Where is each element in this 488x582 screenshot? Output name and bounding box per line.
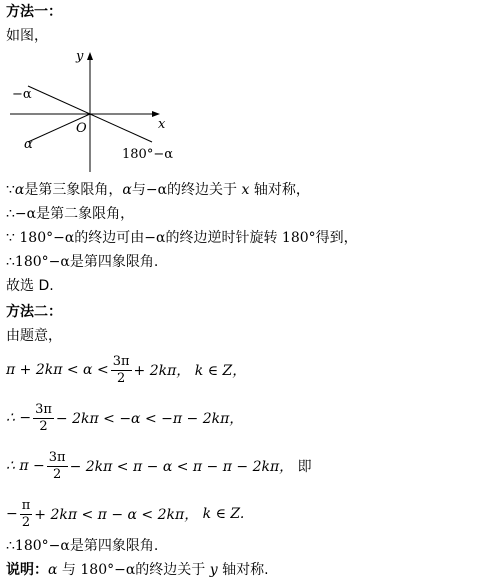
text: 是第二象限角， <box>36 206 135 222</box>
denominator: 2 <box>39 418 48 434</box>
text: 与 <box>61 562 76 578</box>
eq-text: − 2kπ < π − α < π − π − 2kπ， <box>69 459 294 475</box>
denominator: 2 <box>53 466 62 482</box>
eq-text: k ∈ Z. <box>202 506 245 522</box>
fraction <box>47 450 68 483</box>
method2-intro: 由题意， <box>6 328 62 344</box>
supp-angle: 180°−α <box>80 562 136 578</box>
neg-alpha-symbol: −α <box>145 182 168 198</box>
reason-line-2 <box>6 204 134 224</box>
text: 的终边关于 <box>167 182 238 198</box>
numerator: 3π <box>35 401 52 417</box>
equation-4 <box>6 492 244 536</box>
neg-alpha-symbol: −α <box>144 230 166 246</box>
reason-line-3 <box>6 228 358 248</box>
eq-text: ∴ − <box>6 410 32 426</box>
text: 是第三象限角， <box>24 182 123 198</box>
alpha-symbol: α <box>14 182 25 198</box>
degree-value: 180° <box>281 230 316 246</box>
supp-angle: 180°−α <box>14 538 70 554</box>
method2-title: 方法二： <box>6 304 62 320</box>
angle-figure <box>6 48 206 178</box>
eq-text: ∴ π − <box>6 458 45 474</box>
origin-label: O <box>76 121 87 136</box>
reason-line-4 <box>6 252 158 272</box>
eq-text: − 2kπ < −α < −π − 2kπ， <box>55 411 244 427</box>
therefore-symbol: ∴ <box>6 538 15 554</box>
fraction <box>33 402 54 435</box>
method1-title: 方法一： <box>6 4 62 20</box>
denominator: 2 <box>116 370 126 386</box>
eq-text: π + 2kπ < α < <box>6 362 109 378</box>
equation-1 <box>6 348 246 392</box>
supp-angle-label: 180°−α <box>122 147 173 162</box>
text: 的终边可由 <box>74 230 145 246</box>
neg-alpha-symbol: −α <box>14 206 37 222</box>
fraction <box>111 354 132 387</box>
eq-text: − <box>6 506 18 522</box>
numerator: 3π <box>48 449 66 465</box>
y-symbol: y <box>209 562 218 578</box>
therefore-symbol: ∴ <box>6 254 15 270</box>
eq-text: k ∈ Z， <box>194 363 247 379</box>
alpha-symbol: α <box>122 182 132 198</box>
equation-3 <box>6 444 312 488</box>
equation-2 <box>6 396 243 440</box>
text: 与 <box>131 182 146 198</box>
conclusion-line <box>6 536 158 556</box>
text: 是第四象限角. <box>69 254 159 270</box>
therefore-symbol: ∴ <box>6 206 15 222</box>
method1-intro: 如图， <box>6 28 48 44</box>
x-label: x <box>158 117 166 132</box>
alpha-symbol: α <box>48 562 58 578</box>
eq-text: 即 <box>297 459 312 475</box>
x-symbol: x <box>241 182 250 198</box>
answer-choice: 故选 D. <box>6 278 54 294</box>
text: 是第四象限角. <box>69 538 159 554</box>
eq-text: + 2kπ < π − α < 2kπ， <box>34 507 199 523</box>
neg-alpha-label: −α <box>12 87 32 102</box>
text: 轴对称. <box>222 562 269 578</box>
because-symbol: ∵ <box>6 230 15 246</box>
alpha-label: α <box>24 137 33 152</box>
y-label: y <box>76 49 84 64</box>
note-line <box>6 560 269 580</box>
denominator: 2 <box>21 514 31 530</box>
numerator: 3π <box>112 353 130 369</box>
text: 得到， <box>315 230 358 246</box>
y-axis-arrow-icon <box>87 52 93 60</box>
eq-text: + 2kπ， <box>133 363 191 379</box>
text: 的终边关于 <box>135 562 206 578</box>
note-label: 说明： <box>6 562 48 578</box>
reason-line-1 <box>6 180 310 200</box>
because-symbol: ∵ <box>6 182 15 198</box>
supp-angle: 180°−α <box>14 254 70 270</box>
text: 轴对称， <box>253 182 310 198</box>
supp-angle: 180°−α <box>19 230 75 246</box>
text: 的终边逆时针旋转 <box>165 230 278 246</box>
fraction <box>20 498 33 531</box>
numerator: π <box>21 497 31 513</box>
